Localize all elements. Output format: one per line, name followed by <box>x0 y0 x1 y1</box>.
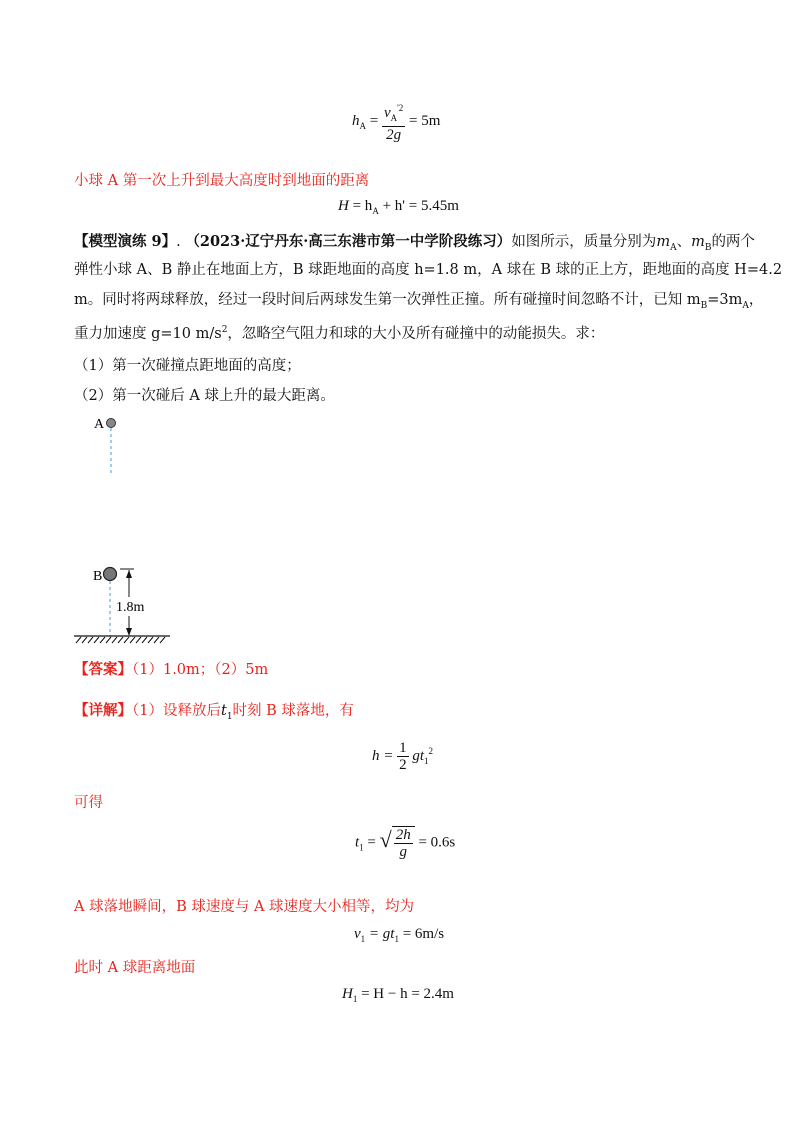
problem-line-4: 重力加速度 g=10 $m/s^2$，忽略空气阻力和球的大小及所有碰撞中的动能损失。求： <box>74 325 605 342</box>
ball-b <box>104 568 117 581</box>
equation-v1: $v_1 = gt_1 = 6m/s$ <box>354 926 445 944</box>
height-label: 1.8m <box>116 600 145 615</box>
equation-h: h = $\frac{1}{2}$ $gt_1^2$ <box>372 740 434 773</box>
equation-t1: $t_1$ = √ $\frac{2h}{g}$ = 0.6s <box>355 826 456 860</box>
question-2: （2）第一次碰后 A 球上升的最大距离。 <box>74 388 335 404</box>
ball-a <box>107 419 116 428</box>
text-kede: 可得 <box>74 795 103 811</box>
problem-line-2: 弹性小球 A、B 静止在地面上方，B 球距地面的高度 h=1.8 m，A 球在 B 球的正上方，距地面的高度 H=4.2 <box>74 262 783 278</box>
answer: 【答案】（1）1.0m；（2）5m <box>74 661 269 678</box>
problem-line-1: 【模型演练 9】. （2023·辽宁丹东·高三东港市第一中学阶段练习）如图所示，质量分别为$m_A$、$m_B$的两个 <box>74 233 755 253</box>
question-1: （1）第一次碰撞点距地面的高度； <box>74 358 301 374</box>
label-a: A <box>94 417 105 432</box>
equation-H1: $H_1 = H - h = 2.4m$ <box>342 986 454 1004</box>
ground-hatch <box>76 637 165 643</box>
equation-hA: $h_A$ = $\frac{v_A^{'2}}{2g}$ = 5m <box>352 100 440 143</box>
figure-balls <box>70 410 190 650</box>
text-ci: 此时 A 球距离地面 <box>74 960 196 976</box>
equation-H: $H = h_A + h' = 5.45m$ <box>338 198 459 216</box>
detail-intro: 【详解】（1）设释放后$t_1$时刻 B 球落地，有 <box>74 702 354 722</box>
label-b: B <box>93 569 103 584</box>
text-landing: A 球落地瞬间，B 球速度与 A 球速度大小相等，均为 <box>74 899 415 915</box>
text-rise: 小球 A 第一次上升到最大高度时到地面的距离 <box>74 173 370 189</box>
problem-line-3: m。同时将两球释放，经过一段时间后两球发生第一次弹性正撞。所有碰撞时间忽略不计，已知 $m_B=3m_A$， <box>74 292 764 311</box>
